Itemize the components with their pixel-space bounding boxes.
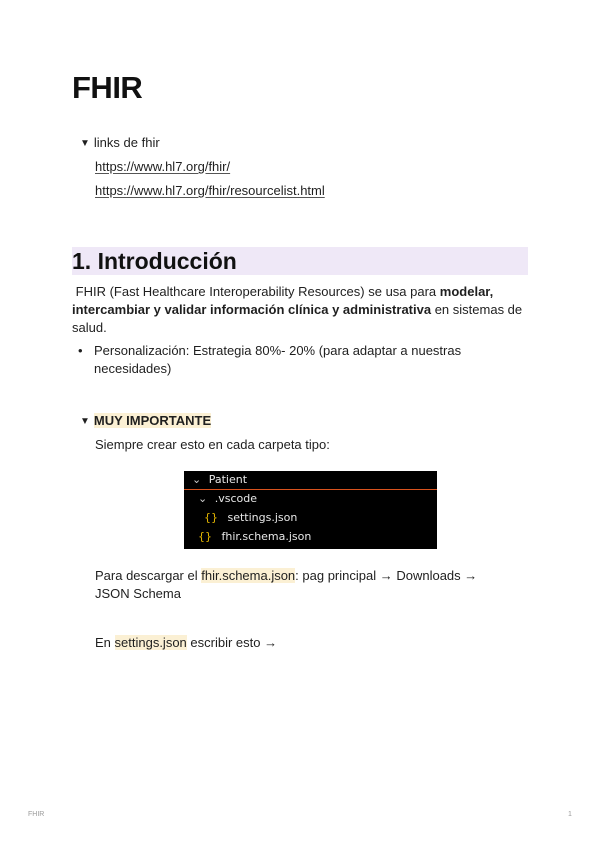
download-text-post: : pag principal → Downloads → JSON Schema xyxy=(95,568,478,601)
tree-folder-label: .vscode xyxy=(214,492,257,505)
bullet-text: Personalización: Estrategia 80%- 20% (para adaptar a nuestras necesidades) xyxy=(94,343,462,376)
settings-instructions xyxy=(95,634,515,652)
footer-page-number: 1 xyxy=(568,811,572,818)
page-title: FHIR xyxy=(72,70,143,105)
intro-text-post: en sistemas de salud. xyxy=(72,302,523,335)
inline-highlight: fhir.schema.json xyxy=(201,568,296,583)
links-toggle-label: links de fhir xyxy=(93,135,160,150)
download-text-pre: Para descargar el xyxy=(95,568,202,583)
tree-root-label: Patient xyxy=(208,473,248,486)
toggle-triangle-icon[interactable]: ▼ xyxy=(80,416,90,427)
important-toggle-label: MUY IMPORTANTE xyxy=(93,413,212,428)
settings-text-post: escribir esto → xyxy=(186,635,278,650)
json-file-icon: {} xyxy=(204,511,218,524)
instruction-line: Siempre crear esto en cada carpeta tipo: xyxy=(95,437,330,452)
tree-file-row xyxy=(198,528,311,546)
json-file-icon: {} xyxy=(198,530,212,543)
settings-text-pre: En xyxy=(95,635,115,650)
link-fhir-home[interactable]: https://www.hl7.org/fhir/ xyxy=(95,159,231,174)
tree-folder-row xyxy=(198,490,257,508)
section-heading-introduccion: 1. Introducción xyxy=(72,247,528,275)
chevron-down-icon: ⌄ xyxy=(192,473,202,486)
links-toggle[interactable] xyxy=(80,135,160,150)
inline-highlight: settings.json xyxy=(114,635,187,650)
chevron-down-icon: ⌄ xyxy=(198,492,208,505)
toggle-triangle-icon[interactable]: ▼ xyxy=(80,138,90,149)
tree-file-label: settings.json xyxy=(227,511,298,524)
important-toggle[interactable] xyxy=(80,413,211,428)
bullet-dot-icon: • xyxy=(78,343,83,358)
tree-file-label: fhir.schema.json xyxy=(221,530,312,543)
file-tree-screenshot xyxy=(184,471,437,549)
tree-file-row xyxy=(204,509,297,527)
intro-text-pre: FHIR (Fast Healthcare Interoperability Resources) se usa para xyxy=(75,284,440,299)
intro-paragraph xyxy=(72,283,528,337)
intro-text-bold: modelar, intercambiar y validar información clínica y administrativa xyxy=(72,284,494,317)
link-fhir-resourcelist[interactable]: https://www.hl7.org/fhir/resourcelist.html xyxy=(95,183,325,198)
tree-root-row xyxy=(184,471,437,490)
footer-doc-title: FHIR xyxy=(28,811,45,818)
download-instructions xyxy=(95,567,515,603)
